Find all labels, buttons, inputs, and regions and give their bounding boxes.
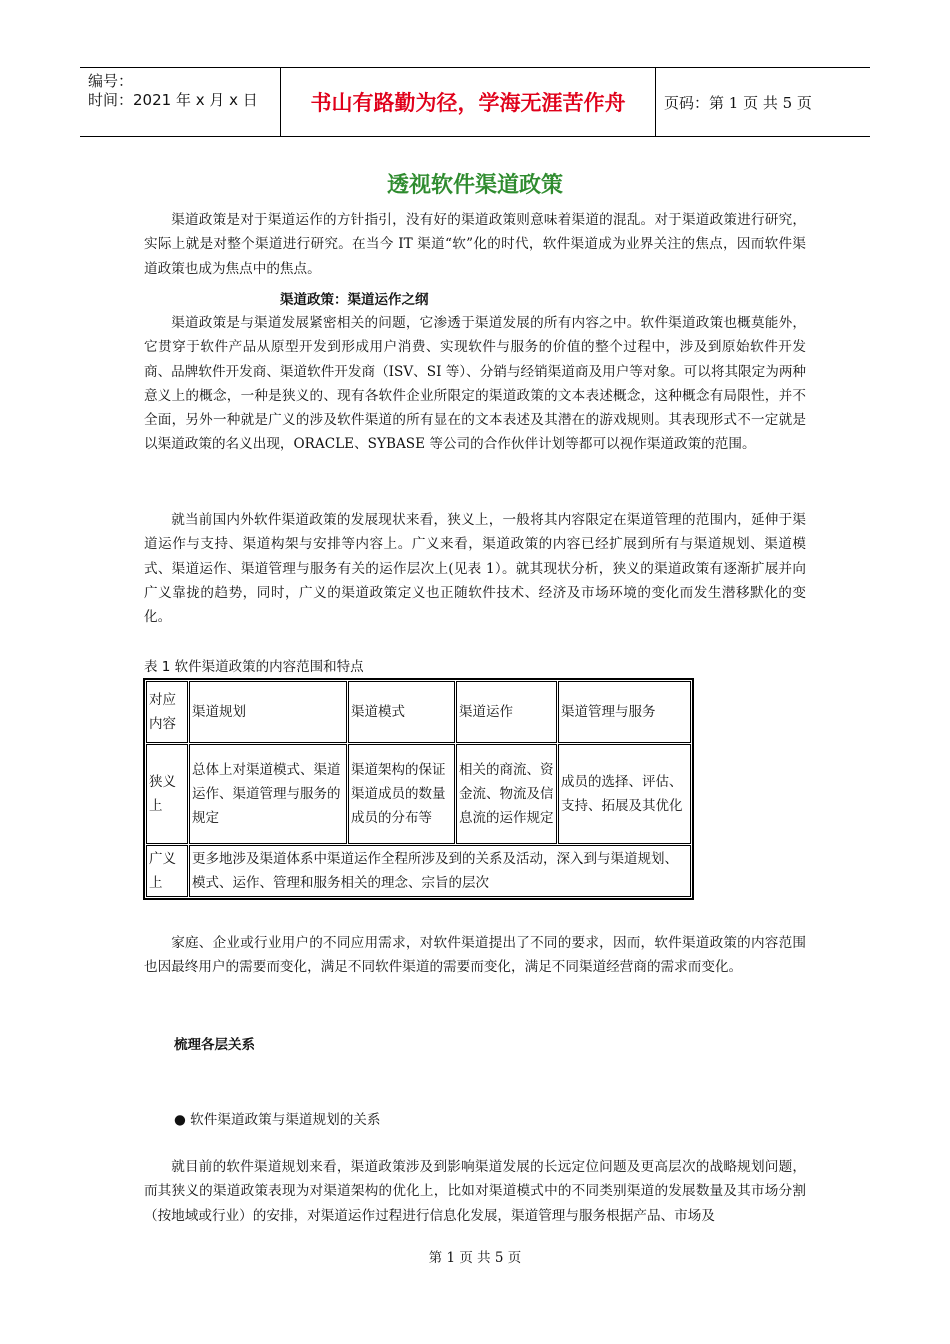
table-cell: 对应内容 [146,681,188,743]
section-heading-2: 梳理各层关系 [174,1037,255,1053]
page-header [80,67,870,137]
doc-date: 时间：2021 年 x 月 x 日 [88,91,258,109]
table-cell: 相关的商流、资金流、物流及信息流的运作规定 [456,744,557,844]
table-cell: 总体上对渠道模式、渠道运作、渠道管理与服务的规定 [189,744,347,844]
header-page-info: 页码：第 1 页 共 5 页 [664,93,812,112]
table-cell: 渠道模式 [348,681,455,743]
table-cell: 渠道管理与服务 [558,681,691,743]
doc-title: 透视软件渠道政策 [386,173,563,198]
table-cell: 广义上 [146,845,188,897]
paragraph-channel-planning: 就目前的软件渠道规划来看，渠道政策涉及到影响渠道发展的长远定位问题及更高层次的战略规划问题，而其狭义的渠道政策表现为对渠道架构的优化上，比如对渠道模式中的不同类别渠道的发展数量及其市场分割（按地域或行业）的安排，对渠道运作过程进行信息化发展，渠道管理与服务根据产品、市场及 [144,1159,806,1224]
table-cell: 狭义上 [146,744,188,844]
table-cell: 成员的选择、评估、支持、拓展及其优化 [558,744,691,844]
table-row [146,845,691,897]
table-cell: 渠道架构的保证渠道成员的数量成员的分布等 [348,744,455,844]
scope-table [143,678,694,900]
paragraph-current-status: 就当前国内外软件渠道政策的发展现状来看，狭义上，一般将其内容限定在渠道管理的范围内，延伸于渠道运作与支持、渠道构架与安排等内容上。广义来看，渠道政策的内容已经扩展到所有与渠道规划、渠道模式、渠道运作、渠道管理与服务有关的运作层次上(见表 1）。就其现状分析，狭义的渠道政策有逐渐扩展并向广义靠拢的趋势，同时，广义的渠道政策定义也正随软件技术、经济及市场环境的变化而发生潜移默化的变化。 [144,512,806,626]
table-header-row [146,681,691,743]
doc-code-label: 编号： [88,72,134,90]
paragraph-user-needs: 家庭、企业或行业用户的不同应用需求，对软件渠道提出了不同的要求，因而，软件渠道政策的内容范围也因最终用户的需要而变化，满足不同软件渠道的需要而变化，满足不同渠道经营商的需求而变化。 [144,935,806,976]
header-info [80,68,280,136]
table-cell: 更多地涉及渠道体系中渠道运作全程所涉及到的关系及活动，深入到与渠道规划、模式、运作、管理和服务相关的理念、宗旨的层次 [189,845,691,897]
header-motto: 书山有路勤为径，学海无涯苦作舟 [280,68,656,136]
page-footer: 第 1 页 共 5 页 [428,1250,522,1266]
table-cell: 渠道运作 [456,681,557,743]
section-heading-1: 渠道政策：渠道运作之纲 [280,292,429,308]
paragraph-policy-definition: 渠道政策是与渠道发展紧密相关的问题，它渗透于渠道发展的所有内容之中。软件渠道政策也概莫能外，它贯穿于软件产品从原型开发到形成用户消费、实现软件与服务的价值的整个过程中，涉及到原始软件开发商、品牌软件开发商、渠道软件开发商（ISV、SI 等）、分销与经销渠道商及用户等对象。可以将其限定为两种意义上的概念，一种是狭义的、现有各软件企业所限定的渠道政策的文本表述概念，这种概念有局限性，并不全面，另外一种就是广义的涉及软件渠道的所有显在的文本表述及其潜在的游戏规则。其表现形式不一定就是以渠道政策的名义出现，ORACLE、SYBASE 等公司的合作伙伴计划等都可以视作渠道政策的范围。 [144,315,807,453]
table-caption: 表 1 软件渠道政策的内容范围和特点 [144,659,364,675]
table-cell: 渠道规划 [189,681,347,743]
paragraph-intro: 渠道政策是对于渠道运作的方针指引，没有好的渠道政策则意味着渠道的混乱。对于渠道政策进行研究，实际上就是对整个渠道进行研究。在当今 IT 渠道“软”化的时代，软件渠道成为业界关注的焦点，因而软件渠道政策也成为焦点中的焦点。 [144,212,806,277]
table-row [146,744,691,844]
bullet-item: ● 软件渠道政策与渠道规划的关系 [174,1112,381,1128]
